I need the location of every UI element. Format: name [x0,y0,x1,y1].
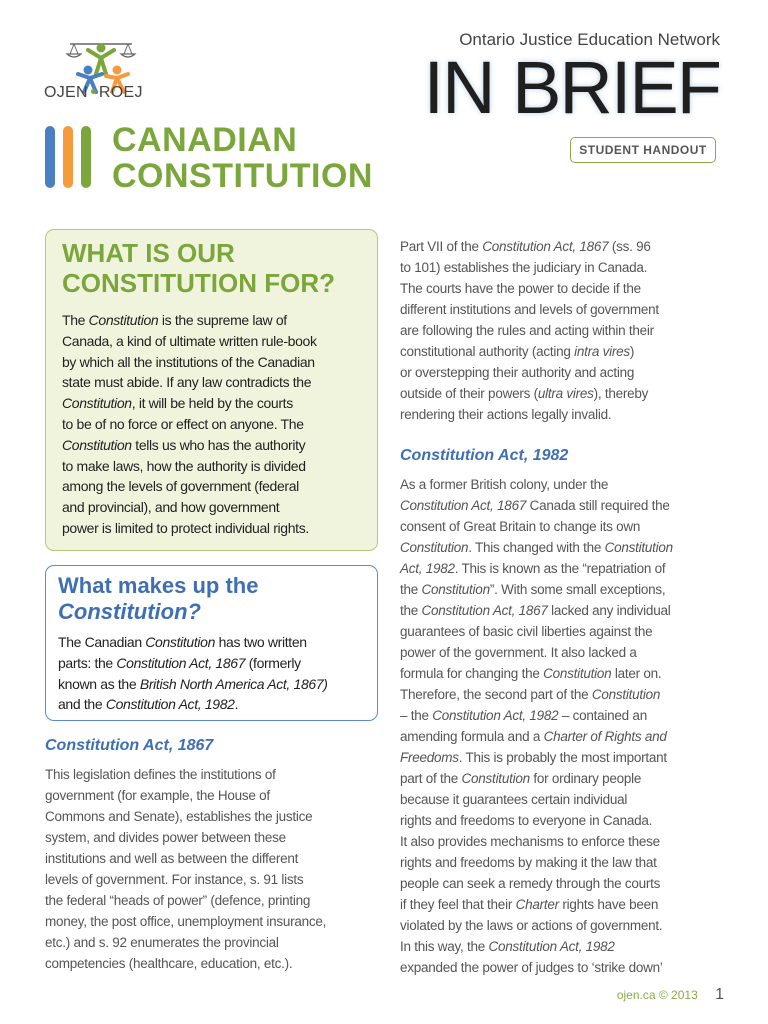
judiciary-paragraph [400,236,730,425]
makeup-heading-line2: Constitution? [58,599,201,624]
italic-run: Constitution [421,582,490,597]
makeup-body [58,632,365,715]
italic-run: Constitution [400,540,469,555]
page-title-line1: CANADIAN [112,121,298,159]
purpose-heading-line1: WHAT IS OUR [62,238,235,268]
text-line: rights and freedoms by making it the law that [400,855,657,870]
text-line: by which all the institutions of the Canadian [62,353,315,370]
italic-run: Constitution Act, 1867 [421,603,548,618]
text-line: different institutions and levels of government [400,302,659,317]
orange-bar-decoration [63,126,73,188]
text-line: The courts have the power to decide if the [400,281,641,296]
text-line: the Constitution Act, 1867 lacked any individual [400,603,671,618]
text-line: if they feel that their Charter rights have been [400,897,659,912]
italic-run: Act, 1982 [400,561,455,576]
text-line: guarantees of basic civil liberties against the [400,624,653,639]
series-title: IN BRIEF [423,46,720,129]
section-heading-1982: Constitution Act, 1982 [400,447,569,464]
italic-run: Constitution Act, 1867 [482,239,609,254]
text-line: Constitution. This changed with the Constitution [400,540,673,555]
italic-run: Constitution [88,312,159,328]
text-line: because it guarantees certain individual [400,792,628,807]
italic-run: Constitution [145,634,216,650]
purpose-heading-line2: CONSTITUTION FOR? [62,268,335,298]
text-line: Act, 1982. This is known as the “repatriation of [400,561,666,576]
text-line: As a former British colony, under the [400,477,609,492]
text-line: levels of government. For instance, s. 91 lists [45,872,304,887]
green-bar-decoration [81,126,91,188]
text-line: rendering their actions legally invalid. [400,407,612,422]
section-heading-1867: Constitution Act, 1867 [45,737,214,754]
text-line: The Canadian Constitution has two written [58,634,307,650]
logo-wordmark [44,84,143,102]
text-line: amending formula and a Charter of Rights and [400,729,667,744]
text-line: Constitution, it will be held by the courts [62,395,293,412]
italic-run: ultra vires [537,386,594,401]
italic-run: Constitution [604,540,673,555]
section-body-1982 [400,474,730,978]
text-line: – the Constitution Act, 1982 – contained an [400,708,647,723]
footer-site: ojen.ca [616,988,656,1002]
page-number: 1 [715,986,724,1003]
makeup-heading [58,573,365,625]
italic-run: Constitution [62,395,132,412]
page-title [112,122,373,194]
text-line: outside of their powers (ultra vires), thereby [400,386,649,401]
text-line: parts: the Constitution Act, 1867 (formerly [58,654,301,671]
text-line: expanded the power of judges to ‘strike down’ [400,960,663,975]
blue-bar-decoration [45,126,55,188]
text-line: system, and divides power between these [45,830,286,845]
text-line: to be of no force or effect on anyone. The [62,415,304,432]
text-line: etc.) and s. 92 enumerates the provincial [45,935,279,950]
italic-run: Constitution Act, 1982 [432,708,559,723]
text-line: Part VII of the Constitution Act, 1867 (ss. 96 [400,239,651,254]
network-name: Ontario Justice Education Network [459,30,720,49]
text-line: Constitution tells us who has the authority [62,436,306,453]
footer-copyright: © 2013 [658,988,698,1002]
italic-run: Constitution [591,687,661,702]
text-line: are following the rules and acting within their [400,323,654,338]
page-title-line2: CONSTITUTION [112,157,373,195]
italic-run: British North America Act, 1867) [139,675,328,692]
italic-run: Constitution Act, 1982 [105,696,235,713]
text-line: power is limited to protect individual rights. [62,519,309,536]
text-line: and provincial), and how government [62,499,280,516]
italic-run: Constitution [62,436,132,453]
text-line: state must abide. If any law contradicts the [62,374,312,391]
text-line: formula for changing the Constitution later on. [400,666,662,681]
text-line: to make laws, how the authority is divided [62,457,306,474]
text-line: Commons and Senate), establishes the justice [45,809,313,824]
text-line: This legislation defines the institutions of [45,767,276,782]
text-line: government (for example, the House of [45,788,270,803]
text-line: Canada, a kind of ultimate written rule-book [62,332,317,349]
text-line: Constitution Act, 1867 Canada still required the [400,498,670,513]
italic-run: Freedoms [400,750,459,765]
text-line: to 101) establishes the judiciary in Canada. [400,260,648,275]
text-line: institutions and well as between the different [45,851,299,866]
text-line: and the Constitution Act, 1982. [58,696,239,713]
italic-run: Charter [515,897,559,912]
purpose-heading [62,238,361,298]
text-line: among the levels of government (federal [62,478,299,495]
text-line: power of the government. It also lacked a [400,645,637,660]
text-line: money, the post office, unemployment insurance, [45,914,327,929]
italic-run: Constitution Act, 1867 [400,498,527,513]
purpose-callout-box [45,229,378,551]
italic-run: Constitution Act, 1867 [116,654,246,671]
makeup-heading-line1: What makes up the [58,573,259,598]
text-line: the Constitution”. With some small exceptions, [400,582,666,597]
logo-text-ojen: OJEN [44,84,88,101]
logo-text-roej: ROEJ [98,84,143,101]
text-line: The Constitution is the supreme law of [62,312,287,328]
text-line: consent of Great Britain to change its own [400,519,641,534]
text-line: rights and freedoms to everyone in Canada. [400,813,653,828]
text-line: competencies (healthcare, education, etc.). [45,956,293,971]
text-line: It also provides mechanisms to enforce these [400,834,660,849]
purpose-body [62,310,361,539]
text-line: known as the British North America Act, 1867) [58,675,328,692]
section-body-1867 [45,764,375,974]
italic-run: intra vires [574,344,630,359]
text-line: part of the Constitution for ordinary people [400,771,642,786]
text-line: or overstepping their authority and acting [400,365,635,380]
handout-badge: STUDENT HANDOUT [570,137,716,163]
text-line: people can seek a remedy through the courts [400,876,661,891]
italic-run: Constitution [543,666,612,681]
text-line: the federal “heads of power” (defence, printing [45,893,311,908]
text-line: Freedoms. This is probably the most important [400,750,667,765]
text-line: In this way, the Constitution Act, 1982 [400,939,615,954]
text-line: violated by the laws or actions of government. [400,918,663,933]
italic-run: Constitution [461,771,530,786]
logo-dot-icon [91,89,96,94]
text-line: constitutional authority (acting intra vires) [400,344,635,359]
makeup-callout-box [45,565,378,721]
page-footer [617,986,724,1004]
text-line: Therefore, the second part of the Constitution [400,687,661,702]
italic-run: Constitution Act, 1982 [488,939,615,954]
italic-run: Charter of Rights and [543,729,667,744]
